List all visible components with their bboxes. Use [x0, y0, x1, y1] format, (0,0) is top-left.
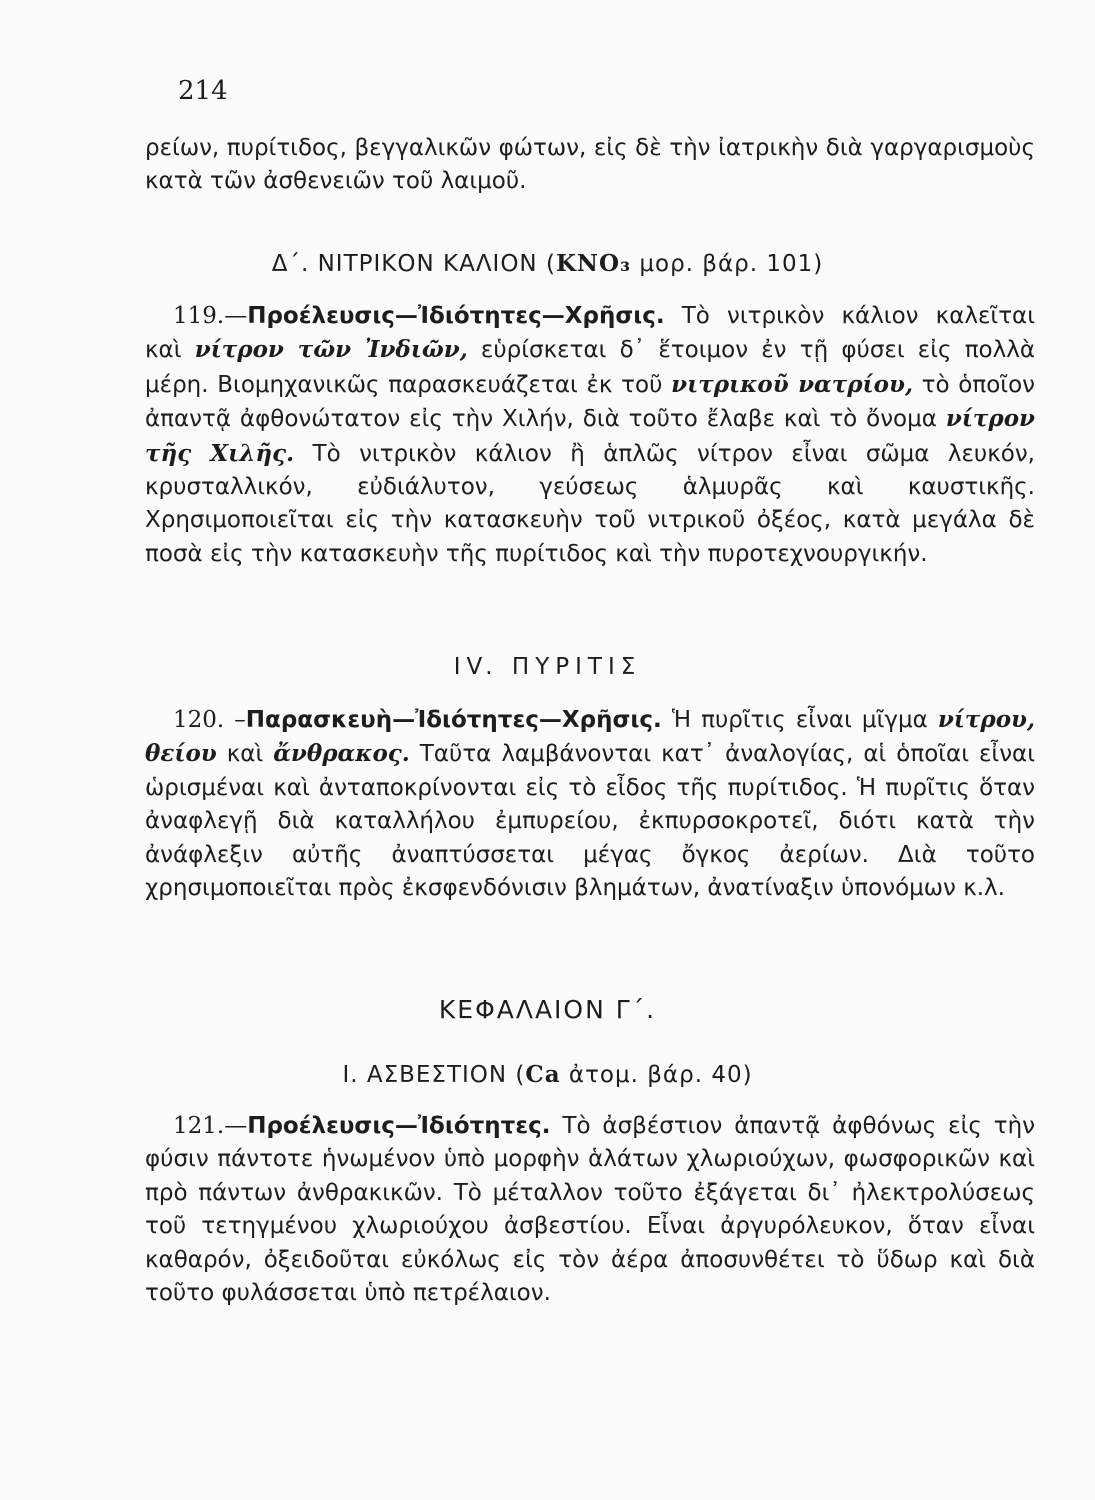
section-heading-asvestion [0, 1061, 1095, 1088]
emphasis-term: νιτρικοῦ νατρίου, [671, 370, 913, 398]
paragraph-heading: Προέλευσις—Ἰδιότητες. [247, 1113, 551, 1139]
heading-title: I. ΑΣΒΕΣΤΙΟΝ [342, 1062, 508, 1088]
text-run: καὶ [216, 741, 274, 768]
chemical-formula: Ca [525, 1061, 561, 1088]
paragraph-119 [145, 300, 1035, 571]
emphasis-term: νίτρου, θείου [145, 706, 1036, 768]
text-run: τὸ ὁποῖον ἀπαντᾷ ἀφθονώτατον εἰς τὴν Χιλήν, διὰ τοῦτο ἔλαβε καὶ τὸ ὄνομα [145, 371, 1035, 433]
paragraph-heading: Προέλευσις—Ἰδιότητες—Χρῆσις. [247, 303, 665, 329]
emphasis-term: νίτρον τῆς Χιλῆς. [145, 405, 1035, 467]
heading-paren: ( [545, 251, 556, 277]
text-run: Τὸ νιτρικὸν κάλιον ἢ ἁπλῶς νίτρον εἶναι σῶμα λευκόν, κρυσταλλικόν, εὐδιάλυτον, γεύσεως ἁλμυρᾶς καὶ καυστικῆς. Χρησιμοποιεῖται εἰς τὴν κατασκευὴν τοῦ νιτρικοῦ ὀξέος, κατὰ μεγάλα δὲ ποσὰ εἰς τὴν κατασκευὴν τῆς πυρίτιδος καὶ τὴν πυροτεχνουργικήν. [145, 440, 1035, 567]
text-run: Τὸ ἀσβέστιον ἀπαντᾷ ἀφθόνως εἰς τὴν φύσιν πάντοτε ἡνωμένον ὑπὸ μορφὴν ἁλάτων χλωριούχων, φωσφορικῶν καὶ πρὸ πάντων ἀνθρακικῶν. Τὸ μέταλλον τοῦτο ἐξάγεται δι᾿ ἠλεκτρολύσεως τοῦ τετηγμένου χλωριούχου ἀσβεστίου. Εἶναι ἀργυρόλευκον, ὅταν εἶναι καθαρόν, ὀξειδοῦται εὐκόλως εἰς τὸν ἀέρα ἀποσυνθέτει τὸ ὕδωρ καὶ διὰ τοῦτο φυλάσσεται ὑπὸ πετρέλαιον. [145, 1113, 1035, 1307]
text-run: Ἡ πυρῖτις εἶναι μῖγμα [661, 707, 938, 733]
heading-paren: ( [507, 1062, 526, 1088]
heading-rest: ἀτομ. βάρ. 40) [560, 1062, 753, 1088]
paragraph-120 [145, 703, 1035, 905]
text-run: Τὸ νιτρικὸν κάλιον καλεῖται καὶ [145, 303, 1035, 364]
page-number: 214 [178, 76, 228, 106]
section-heading-pyritis: IV. ΠΥΡΙΤΙΣ [453, 654, 642, 680]
section-heading-nitrikon-kalion [0, 250, 1095, 277]
chemical-formula: KNO₃ [555, 250, 632, 277]
emphasis-term: νίτρον τῶν Ἰνδιῶν, [194, 336, 468, 364]
paragraph-number: 119.— [173, 303, 248, 329]
paragraph-heading: Παρασκευὴ—Ἰδιότητες—Χρῆσις. [245, 707, 662, 733]
paragraph-121 [145, 1110, 1035, 1310]
intro-paragraph: ρείων, πυρίτιδος, βεγγαλικῶν φώτων, εἰς δὲ τὴν ἰατρικὴν διὰ γαργαρισμοὺς κατὰ τῶν ἀσθενειῶν τοῦ λαιμοῦ. [145, 135, 1035, 195]
emphasis-term: ἄνθρακος. [273, 740, 410, 768]
heading-title: Δ΄. ΝΙΤΡΙΚΟΝ ΚΑΛΙΟΝ [271, 251, 538, 277]
chapter-heading: ΚΕΦΑΛΑΙΟΝ Γ΄. [438, 995, 657, 1024]
paragraph-number: 121.— [173, 1113, 248, 1139]
text-run: Ταῦτα λαμβάνονται κατ᾿ ἀναλογίας, αἱ ὁποῖαι εἶναι ὡρισμέναι καὶ ἀνταποκρίνονται εἰς τὸ εἶδος τῆς πυρίτιδος. Ἡ πυρῖτις ὅταν ἀναφλεγῇ διὰ καταλλήλου ἐμπυρείου, ἐκπυρσοκροτεῖ, διότι κατὰ τὴν ἀνάφλεξιν αὐτῆς ἀναπτύσσεται μέγας ὄγκος ἀερίων. Διὰ τοῦτο χρησιμοποιεῖται πρὸς ἐκσφενδόνισιν βλημάτων, ἀνατίναξιν ὑπονόμων κ.λ. [145, 741, 1035, 902]
paragraph-number: 120. – [173, 707, 246, 733]
text-run: εὑρίσκεται δ᾿ ἕτοιμον ἐν τῇ φύσει εἰς πολλὰ μέρη. Βιομηχανικῶς παρασκευάζεται ἐκ τοῦ [145, 337, 1036, 398]
heading-rest: μορ. βάρ. 101) [631, 251, 824, 277]
